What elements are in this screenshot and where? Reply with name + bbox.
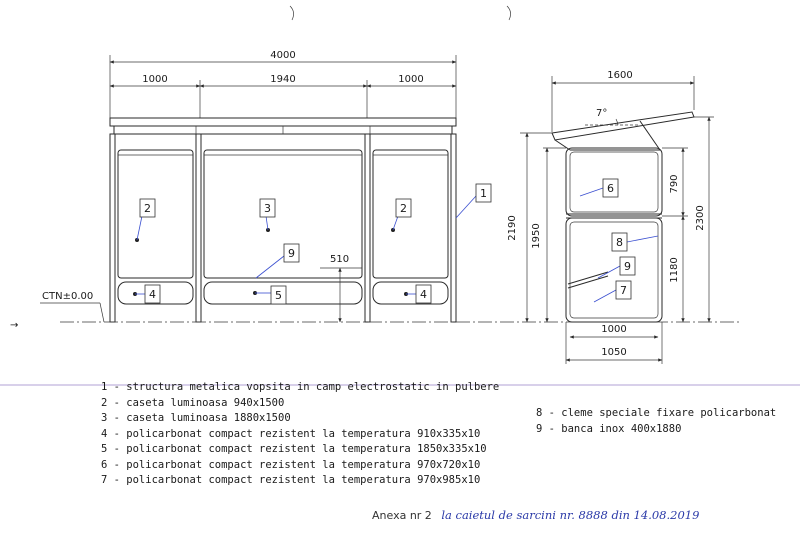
legend-left — [101, 380, 499, 489]
arrow-mark: → — [10, 320, 19, 331]
tag-2-left — [137, 199, 155, 240]
binder-mark-left — [290, 6, 294, 20]
svg-text:4: 4 — [420, 288, 427, 301]
dim-side-top-width: 1600 — [607, 70, 633, 81]
svg-text:8: 8 — [616, 236, 623, 249]
annex-label: Anexa nr 2 — [372, 509, 432, 522]
svg-text:2: 2 — [144, 202, 151, 215]
tag-1 — [456, 184, 491, 218]
tag-3 — [260, 199, 275, 230]
svg-text:2: 2 — [400, 202, 407, 215]
dim-height-2190: 2190 — [507, 215, 518, 241]
light-box-left — [118, 150, 193, 278]
dim-right-width: 1000 — [398, 74, 424, 85]
svg-text:7: 7 — [620, 284, 627, 297]
dim-height-1950: 1950 — [531, 223, 542, 249]
legend-item-3: 3 - caseta luminoasa 1880x1500 — [101, 412, 291, 424]
svg-text:9: 9 — [624, 260, 631, 273]
dim-middle-width: 1940 — [270, 74, 296, 85]
svg-text:6: 6 — [607, 182, 614, 195]
dim-bench-height: 510 — [330, 254, 350, 265]
dim-height-790: 790 — [669, 174, 680, 194]
legend-item-2: 2 - caseta luminoasa 940x1500 — [101, 396, 285, 409]
legend-item-8: 8 - cleme speciale fixare policarbonat — [536, 407, 777, 419]
legend-item-5: 5 - policarbonat compact rezistent la temperatura 1850x335x10 — [101, 443, 487, 455]
tag-6 — [580, 179, 618, 197]
svg-text:5: 5 — [275, 289, 282, 302]
svg-text:9: 9 — [288, 247, 295, 260]
annex-handwritten-note: la caietul de sarcini nr. 8888 din 14.08.2019 — [441, 508, 700, 522]
svg-text:4: 4 — [149, 288, 156, 301]
tag-7 — [594, 281, 631, 302]
dim-height-2300: 2300 — [695, 205, 706, 231]
binder-mark-right — [507, 6, 511, 20]
legend-item-7: 7 - policarbonat compact rezistent la temperatura 970x985x10 — [101, 474, 481, 486]
tag-2-right — [393, 199, 411, 230]
legend-item-4: 4 - policarbonat compact rezistent la temperatura 910x335x10 — [101, 427, 481, 440]
post-mid-left — [196, 134, 201, 322]
dim-roof-angle: 7° — [596, 108, 608, 119]
tag-9-front — [256, 244, 299, 278]
dim-left-width: 1000 — [142, 74, 168, 85]
tag-4-left — [135, 285, 160, 303]
svg-text:3: 3 — [264, 202, 271, 215]
post-left — [110, 134, 115, 322]
legend-item-6: 6 - policarbonat compact rezistent la temperatura 970x720x10 — [101, 458, 481, 471]
legend-right — [536, 406, 776, 437]
annex-line — [372, 508, 699, 522]
post-mid-right — [365, 134, 370, 322]
polycarbonate-right — [373, 282, 448, 304]
tag-5 — [255, 286, 286, 304]
level-label: CTN±0.00 — [42, 291, 94, 302]
svg-text:1: 1 — [480, 187, 487, 200]
tag-4-right — [406, 285, 431, 303]
legend-item-1: 1 - structura metalica vopsita in camp electrostatic in pulbere — [101, 381, 500, 393]
tag-9-side — [598, 257, 635, 278]
side-view — [507, 70, 714, 364]
dim-height-1180: 1180 — [669, 257, 680, 283]
dim-total-width: 4000 — [270, 50, 296, 61]
tag-8 — [612, 233, 658, 251]
dim-width-1050: 1050 — [601, 347, 627, 358]
legend-item-9: 9 - banca inox 400x1880 — [536, 422, 682, 435]
dim-width-1000: 1000 — [601, 324, 627, 335]
post-right — [451, 134, 456, 322]
